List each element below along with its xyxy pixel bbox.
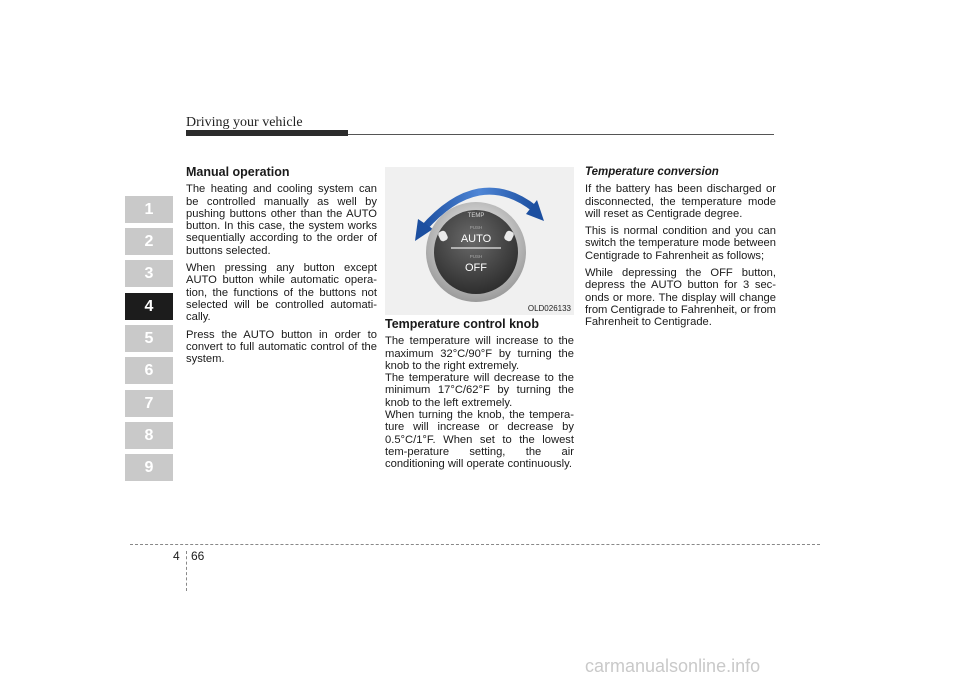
chapter-tab-6[interactable]: 6 (125, 357, 173, 384)
paragraph: The heating and cooling system can be controlled manually as well by pushing buttons other than the AUTO button. In this case, the system works sequentially according to the order of buttons selected. (186, 183, 377, 257)
page-header-title: Driving your vehicle (186, 115, 303, 130)
knob-temp-label: TEMP (467, 213, 485, 219)
chapter-tab-8[interactable]: 8 (125, 422, 173, 449)
footer-page-number: 66 (191, 549, 205, 563)
knob-off-label: OFF (465, 262, 487, 274)
paragraph: The temperature will increase to the maximum 32°C/90°F by turning the knob to the right extremely. (385, 335, 574, 372)
paragraph: The temperature will decrease to the minimum 17°C/62°F by turning the knob to the left extremely. (385, 372, 574, 409)
left-column (186, 166, 377, 370)
chapter-tab-5[interactable]: 5 (125, 325, 173, 352)
header-rule (348, 134, 774, 135)
right-column (585, 166, 776, 334)
temperature-knob-figure (385, 167, 574, 315)
chapter-tab-7[interactable]: 7 (125, 390, 173, 417)
footer-divider (186, 551, 187, 591)
watermark-text: carmanualsonline.info (585, 656, 761, 676)
chapter-tab-4[interactable]: 4 (125, 293, 173, 320)
paragraph: When turning the knob, the tempera-ture will increase or decrease by 0.5°C/1°F. When set to the lowest tem-perature setting, the air conditioning will operate continuously. (385, 409, 574, 471)
footer-rule (130, 544, 820, 545)
paragraph: While depressing the OFF button, depress the AUTO button for 3 sec-onds or more. The display will change from Centigrade to Fahrenheit, or from Fahrenheit to Centigrade. (585, 267, 776, 329)
paragraph: Press the AUTO button in order to convert to full automatic control of the system. (186, 328, 377, 366)
chapter-tab-2[interactable]: 2 (125, 228, 173, 255)
chapter-tab-1[interactable]: 1 (125, 196, 173, 223)
paragraph: If the battery has been discharged or disconnected, the temperature mode will reset as Centigrade degree. (585, 183, 776, 220)
header-accent-bar (186, 130, 348, 136)
middle-column (385, 318, 574, 471)
figure-code: OLD026133 (527, 304, 571, 313)
knob-auto-label: AUTO (460, 233, 492, 245)
footer-chapter-number: 4 (173, 549, 180, 563)
temperature-conversion-heading: Temperature conversion (585, 166, 719, 178)
temperature-knob-illustration (385, 167, 574, 315)
chapter-tab-9[interactable]: 9 (125, 454, 173, 481)
knob-push-off-label: PUSH (469, 254, 483, 259)
temperature-knob-heading: Temperature control knob (385, 317, 539, 331)
paragraph: When pressing any button except AUTO button while automatic opera-tion, the functions of the buttons not selected will be controlled automati-cally. (186, 262, 377, 324)
knob-push-auto-label: PUSH (469, 225, 483, 230)
paragraph: This is normal condition and you can switch the temperature mode between Centigrade to Fahrenheit as follows; (585, 225, 776, 262)
chapter-tab-3[interactable]: 3 (125, 260, 173, 287)
manual-operation-heading: Manual operation (186, 165, 290, 179)
